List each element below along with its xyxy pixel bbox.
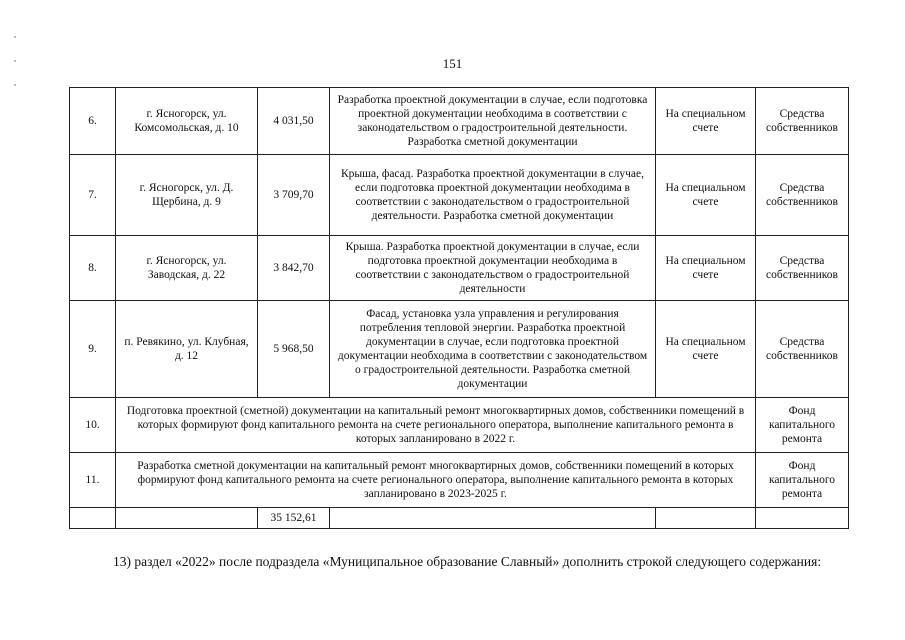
- scan-speck: [14, 60, 16, 62]
- amount-cell: 5 968,50: [258, 301, 330, 398]
- merged-works-cell: Подготовка проектной (сметной) документации на капитальный ремонт многоквартирных домов, собственники помещений в которых формируют фонд капитального ремонта на счете регионального оператора, выполнение капитального ремонта в которых запланировано в 2022 г.: [116, 398, 756, 453]
- page-number: 151: [442, 56, 463, 71]
- works-cell: Крыша. Разработка проектной документации в случае, если подготовка проектной документации необходима в соответствии с законодательством о градостроительной деятельности: [330, 236, 656, 301]
- funding-source-cell: Средства собственников: [756, 236, 849, 301]
- table-row: [70, 236, 849, 301]
- funding-source-cell: Фонд капитального ремонта: [756, 398, 849, 453]
- works-table: [69, 87, 849, 529]
- empty-cell: [330, 508, 656, 529]
- table-row: [70, 453, 849, 508]
- row-number: 10.: [70, 398, 116, 453]
- empty-cell: [70, 508, 116, 529]
- merged-works-cell: Разработка сметной документации на капитальный ремонт многоквартирных домов, собственники помещений в которых формируют фонд капитального ремонта на счете регионального оператора, выполнение капитального ремонта в которых запланировано в 2023-2025 г.: [116, 453, 756, 508]
- total-row: [70, 508, 849, 529]
- address-cell: г. Ясногорск, ул. Заводская, д. 22: [116, 236, 258, 301]
- table-row: [70, 301, 849, 398]
- funding-source-cell: Средства собственников: [756, 88, 849, 155]
- row-number: 9.: [70, 301, 116, 398]
- account-cell: На специальном счете: [656, 236, 756, 301]
- works-cell: Крыша, фасад. Разработка проектной документации в случае, если подготовка проектной документации необходима в соответствии с законодательством о градостроительной деятельности. Разработка сметной документации: [330, 155, 656, 236]
- empty-cell: [756, 508, 849, 529]
- empty-cell: [656, 508, 756, 529]
- empty-cell: [116, 508, 258, 529]
- funding-source-cell: Фонд капитального ремонта: [756, 453, 849, 508]
- address-cell: г. Ясногорск, ул. Комсомольская, д. 10: [116, 88, 258, 155]
- table-row: [70, 155, 849, 236]
- amount-cell: 3 709,70: [258, 155, 330, 236]
- table-row: [70, 88, 849, 155]
- account-cell: На специальном счете: [656, 301, 756, 398]
- row-number: 11.: [70, 453, 116, 508]
- account-cell: На специальном счете: [656, 155, 756, 236]
- row-number: 8.: [70, 236, 116, 301]
- total-amount-cell: 35 152,61: [258, 508, 330, 529]
- address-cell: п. Ревякино, ул. Клубная, д. 12: [116, 301, 258, 398]
- account-cell: На специальном счете: [656, 88, 756, 155]
- scan-speck: [14, 84, 16, 86]
- amount-cell: 4 031,50: [258, 88, 330, 155]
- works-cell: Разработка проектной документации в случае, если подготовка проектной документации необходима в соответствии с законодательством о градостроительной деятельности. Разработка сметной документации: [330, 88, 656, 155]
- amendment-paragraph: 13) раздел «2022» после подраздела «Муниципальное образование Славный» дополнить строкой следующего содержания:: [113, 553, 822, 569]
- table-row: [70, 398, 849, 453]
- scan-speck: [14, 36, 16, 38]
- amount-cell: 3 842,70: [258, 236, 330, 301]
- works-cell: Фасад, установка узла управления и регулирования потребления тепловой энергии. Разработка проектной документации в случае, если подготовка проектной документации необходима в соответствии с законодательством о градостроительной деятельности. Разработка сметной документации: [330, 301, 656, 398]
- funding-source-cell: Средства собственников: [756, 301, 849, 398]
- row-number: 6.: [70, 88, 116, 155]
- row-number: 7.: [70, 155, 116, 236]
- funding-source-cell: Средства собственников: [756, 155, 849, 236]
- address-cell: г. Ясногорск, ул. Д. Щербина, д. 9: [116, 155, 258, 236]
